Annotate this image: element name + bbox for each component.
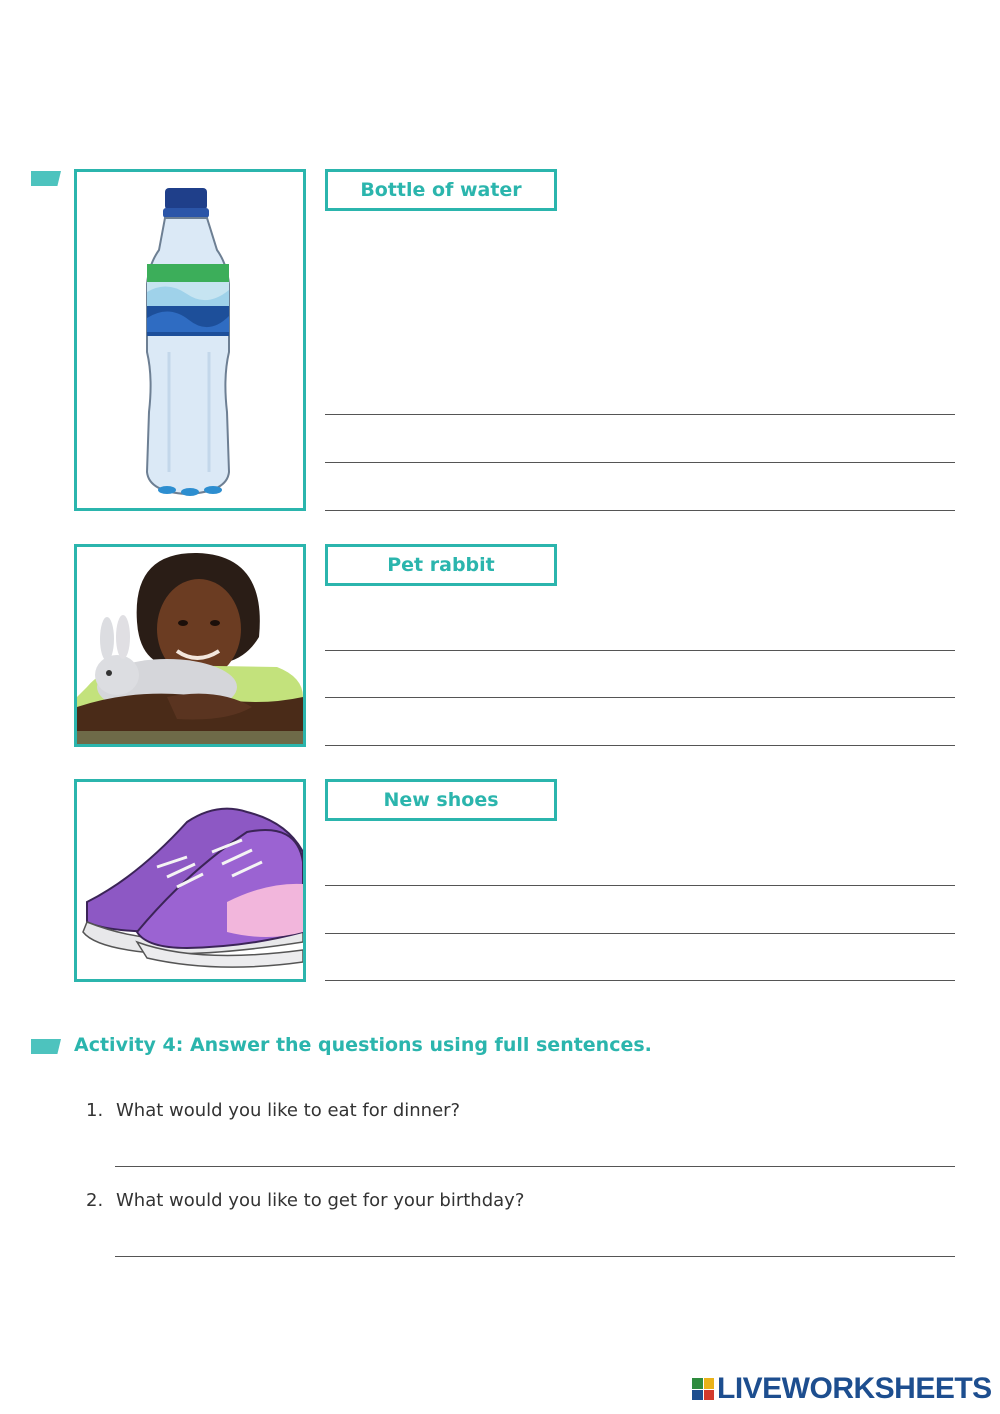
item-label: New shoes (325, 779, 557, 821)
question-number: 2. (86, 1190, 104, 1211)
purple-sneakers-image (74, 779, 306, 982)
question-1 (86, 1100, 460, 1121)
item-label: Bottle of water (325, 169, 557, 211)
answer-line[interactable] (325, 980, 955, 981)
answer-line[interactable] (325, 650, 955, 651)
answer-line[interactable] (325, 510, 955, 511)
answer-line[interactable] (325, 885, 955, 886)
item-label: Pet rabbit (325, 544, 557, 586)
activity-heading: Activity 4: Answer the questions using full sentences. (74, 1034, 652, 1056)
logo-text: LIVEWORKSHEETS (717, 1372, 992, 1405)
answer-line[interactable] (325, 697, 955, 698)
answer-line[interactable] (325, 745, 955, 746)
answer-line[interactable] (325, 462, 955, 463)
question-text: What would you like to get for your birthday? (116, 1190, 525, 1211)
answer-line[interactable] (115, 1166, 955, 1167)
answer-line[interactable] (115, 1256, 955, 1257)
answer-line[interactable] (325, 933, 955, 934)
girl-holding-rabbit-image (74, 544, 306, 747)
water-bottle-image (74, 169, 306, 511)
question-text: What would you like to eat for dinner? (116, 1100, 461, 1121)
rabbit-illustration (77, 547, 303, 744)
water-bottle-illustration (77, 172, 303, 508)
question-2 (86, 1190, 524, 1211)
liveworksheets-logo (692, 1372, 992, 1406)
logo-mark-icon (692, 1378, 714, 1400)
answer-line[interactable] (325, 414, 955, 415)
sneakers-illustration (77, 782, 303, 979)
section-marker (31, 1039, 61, 1054)
question-number: 1. (86, 1100, 104, 1121)
section-marker (31, 171, 61, 186)
